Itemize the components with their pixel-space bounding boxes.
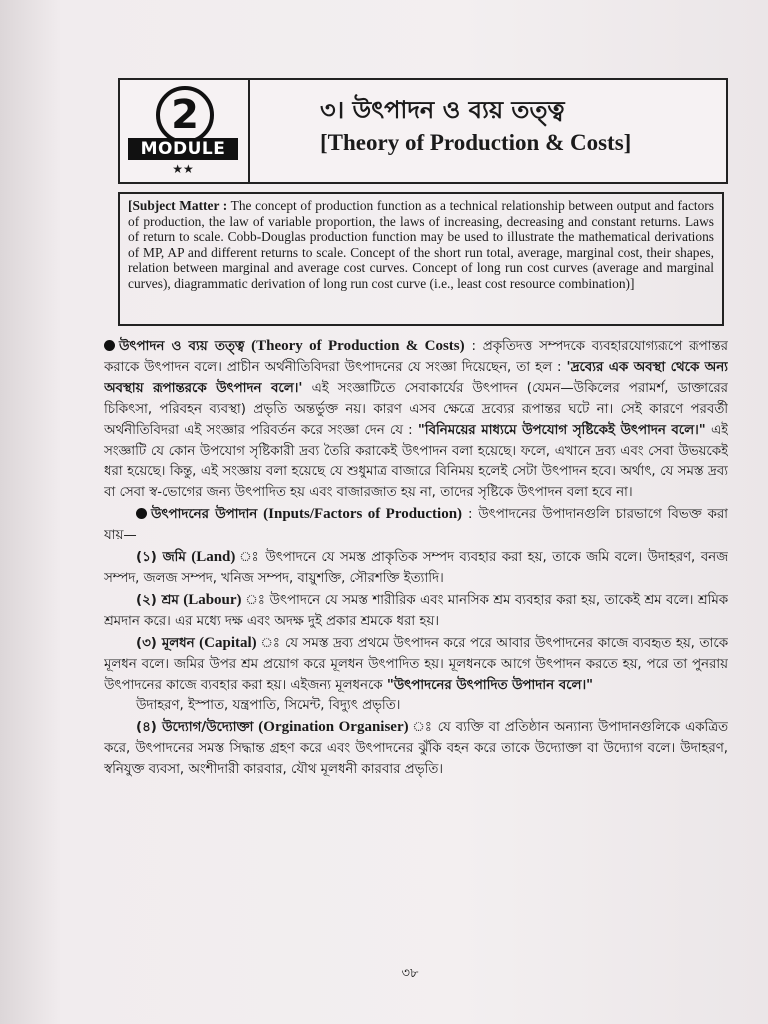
factor-label: (২) শ্রম <box>136 592 179 608</box>
paragraph-text: এই সংজ্ঞাটিতে সেবাকার্যের উৎপাদন (যেমন—উকিলের পরামর্শ, ডাক্তারের চিকিৎসা, পরিবহন ব্যবস্থা) প্রভৃতি অন্তর্ভুক্ত নয়। কারণ এসব ক্ষেত্রে দ্রব্যের রূপান্তর ঘটে না। সেই কারণে পরবর্তী অর্থনীতিবিদরা এই সংজ্ঞার পরিবর্তন করে সংজ্ঞা দেন যে : <box>104 380 728 438</box>
subject-matter-text: The concept of production function as a technical relationship between output and factors of production, the law of variable proportion, the laws of increasing, decreasing and constant returns. Laws of return to scale. Cobb-Douglas production function may be used to illustrate the mathematical derivations of MP, AP and different returns to scale. Concept of the short run total, average, marginal cost, their shapes, relation between marginal and average cost curves. Concept of long run cost curves (average and marginal curves), diagrammatic derivation of long run cost curve (i.e., least cost resource combination)] <box>128 198 714 291</box>
module-stars: ★★ <box>172 162 194 176</box>
section-heading-bengali: উৎপাদন ও ব্যয় তত্ত্ব <box>119 339 245 354</box>
factor-label-english: (Capital) <box>199 634 257 651</box>
bullet-icon <box>136 508 147 519</box>
paragraph-text: ঃ যে ব্যক্তি বা প্রতিষ্ঠান অন্যান্য উপাদানগুলিকে একত্রিত করে, উৎপাদনের সমস্ত সিদ্ধান্ত গ্রহণ করে এবং উৎপাদনের ঝুঁকি বহন করে তাকে উদ্যোক্তা বা উদ্যোগ বলে। উদাহরণ, স্বনিযুক্ত ব্যবসা, অংশীদারী কারবার, যৌথ মূলধনী কারবার প্রভৃতি। <box>104 720 728 778</box>
paragraph-text: ঃ যে সমস্ত দ্রব্য প্রথমে উৎপাদন করে পরে আবার উৎপাদনের কাজে ব্যবহৃত হয়, তাকে মূলধন বলে। জমির উপর শ্রম প্রয়োগ করে মূলধন উৎপাদিত হয়। মূলধনকে আগে উৎপাদন করতে হয়, পরে তা পুনরায় উৎপাদনের কাজে ব্যবহার করা হয়। এইজন্য মূলধনকে <box>104 635 728 693</box>
subject-matter-label: [Subject Matter : <box>128 198 228 213</box>
subject-matter-box <box>118 192 724 326</box>
factor-label-english: (Land) <box>191 549 236 566</box>
paragraph-text: ঃ উৎপাদনে যে সমস্ত প্রাকৃতিক সম্পদ ব্যবহার করা হয়, তাকে জমি বলে। উদাহরণ, বনজ সম্পদ, জলজ সম্পদ, খনিজ সম্পদ, বায়ুশক্তি, সৌরশক্তি ইত্যাদি। <box>104 550 728 586</box>
definition-quote: "উৎপাদনের উৎপাদিত উপাদান বলে।" <box>386 677 594 693</box>
definition-quote: "বিনিময়ের মাধ্যমে উপযোগ সৃষ্টিকেই উৎপাদন বলে।" <box>417 422 706 438</box>
module-badge <box>120 80 250 182</box>
body-text <box>104 336 728 946</box>
module-label: MODULE <box>128 138 238 160</box>
paragraph-capital <box>104 633 728 697</box>
paragraph-text: : প্রকৃতিদত্ত সম্পদকে ব্যবহারযোগ্যরূপে রূপান্তর করাকে উৎপাদন বলে। প্রাচীন অর্থনীতিবিদরা উৎপাদনের যে সংজ্ঞা দিয়েছেন, তা হল : <box>104 339 728 375</box>
bullet-icon <box>104 340 115 351</box>
chapter-header <box>118 78 728 184</box>
section-heading-english: (Theory of Production & Costs) <box>251 338 465 354</box>
paragraph-factors <box>104 504 728 547</box>
module-number: 2 <box>156 86 214 144</box>
paragraph-production-definition <box>104 336 728 504</box>
factor-label-english: (Orgination Organiser) <box>258 719 409 736</box>
chapter-title-bengali: ৩। উৎপাদন ও ব্যয় তত্ত্ব <box>320 96 565 124</box>
paragraph-text: এই সংজ্ঞাটি যে কোন উপযোগ সৃষ্টিকারী দ্রব্য তৈরি করাকেই উৎপাদন বলা হয়েছে। ফলে, এখানে দ্রব্য এবং সেবা উভয়কেই ধরা হয়েছে। কিন্তু, এই সংজ্ঞায় বলা হয়েছে যে শুধুমাত্র বাজারে বিনিময় হলেই সেটা উৎপাদন হবে। অর্থাৎ, যে সমস্ত দ্রব্য বা সেবা স্ব-ভোগের জন্য উৎপাদিত হয় এবং বাজারজাত হয় না, তাদের সৃষ্টিকে উৎপাদন বলা হবে না। <box>104 422 728 501</box>
chapter-title-english: [Theory of Production & Costs] <box>320 130 632 155</box>
paragraph-labour <box>104 590 728 633</box>
factor-label: (৪) উদ্যোগ/উদ্যোক্তা <box>136 720 254 736</box>
factor-label: (৩) মূলধন <box>136 635 195 651</box>
paragraph-text: ঃ উৎপাদনে যে সমস্ত শারীরিক এবং মানসিক শ্রম ব্যবহার করা হয়, তাকেই শ্রম বলে। শ্রমিক শ্রমদান করে। এর মধ্যে দক্ষ এবং অদক্ষ দুই প্রকার শ্রমকে ধরা হয়। <box>104 592 728 629</box>
paragraph-organiser <box>104 717 728 781</box>
paragraph-capital-example: উদাহরণ, ইস্পাত, যন্ত্রপাতি, সিমেন্ট, বিদ্যুৎ প্রভৃতি। <box>136 698 401 714</box>
factor-label: (১) জমি <box>136 550 186 566</box>
paragraph-text: : উৎপাদনের উপাদানগুলি চারভাগে বিভক্ত করা যায়— <box>104 507 728 544</box>
definition-quote: 'দ্রব্যের এক অবস্থা থেকে অন্য অবস্থায় রূপান্তরকে উৎপাদন বলে।' <box>104 359 728 396</box>
paragraph-land <box>104 547 728 590</box>
section-heading-english: (Inputs/Factors of Production) <box>263 506 463 523</box>
section-heading-bengali: উৎপাদনের উপাদান <box>151 507 258 523</box>
page-number: ৩৮ <box>401 966 419 981</box>
factor-label-english: (Labour) <box>183 591 242 608</box>
